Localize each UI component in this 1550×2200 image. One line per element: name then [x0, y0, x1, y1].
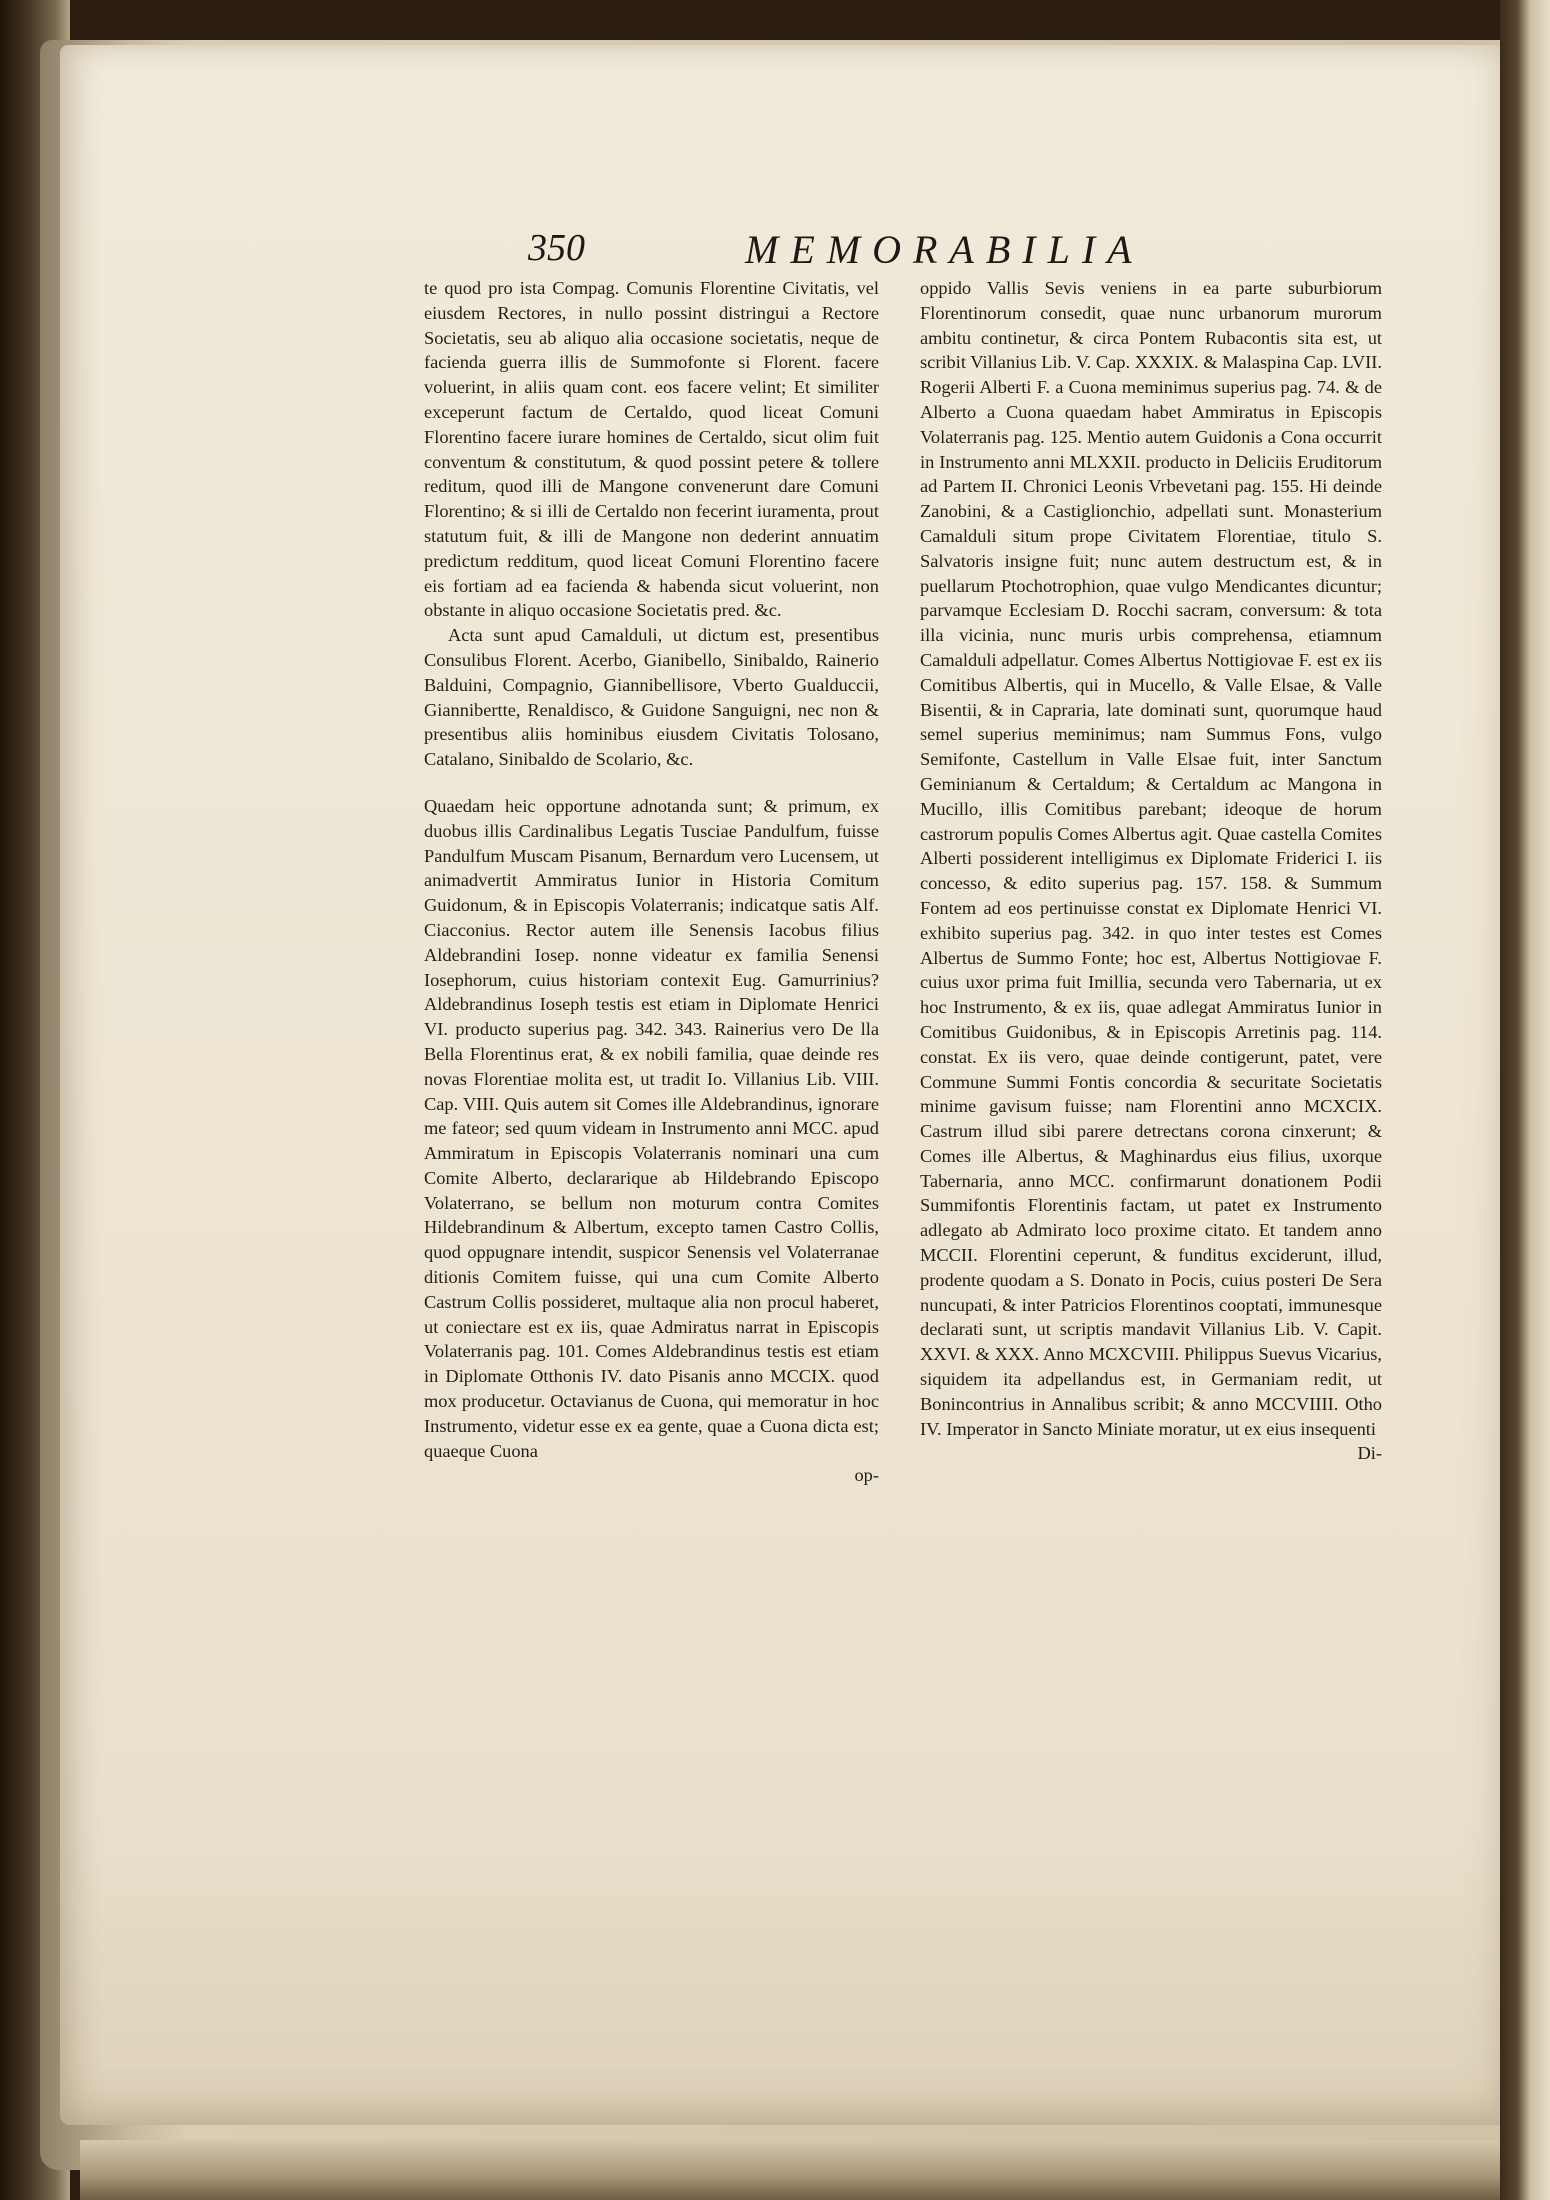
facing-page-edge — [1500, 0, 1550, 2200]
catchword: Di- — [1357, 1443, 1382, 1464]
page-header — [0, 222, 1550, 282]
running-title: MEMORABILIA — [745, 227, 1144, 272]
paragraph: Acta sunt apud Camalduli, ut dictum est, presentibus Consulibus Florent. Acerbo, Gianibello, Sinibaldo, Rainerio Balduini, Compagnio, Giannibellisore, Vberto Gualduccii, Giannibertte, Renaldisco, & Guidone Sanguigni, nec non & presentibus aliis hominibus eiusdem Civitatis Tolosano, Catalano, Sinibaldo de Scolario, &c. — [424, 625, 879, 770]
paragraph: Quaedam heic opportune adnotanda sunt; & primum, ex duobus illis Cardinalibus Legatis Tusciae Pandulfum, fuisse Pandulfum Muscam Pisanum, Bernardum vero Lucensem, ut animadvertit Ammiratus Iunior in Historia Comitum Guidonum, & in Episcopis Volaterranis; indicatque satis Alf. Ciacconius. Rector autem ille Senensis Iacobus filius Aldebrandini Iosep. nonne videatur ex familia Senensi Iosephorum, cuius historiam contexit Eug. Gamurrinius? Aldebrandinus Ioseph testis est etiam in Diplomate Henrici VI. producto superius pag. 342. 343. Rainerius vero De lla Bella Florentinus erat, & ex nobili familia, quae deinde res novas Florentiae molita est, ut tradit Io. Villanius Lib. VIII. Cap. VIII. Quis autem sit Comes ille Aldebrandinus, ignorare me fateor; sed quum videam in Instrumento anni MCC. apud Ammiratum in Episcopis Volaterranis nominari una cum Comite Alberto, declararique ab Hildebrando Episcopo Volaterrano, se bellum non moturum contra Comites Hildebrandinum & Albertum, excepto tamen Castro Collis, quod oppugnare intendit, suspicor Senensis vel Volaterranae ditionis Comitem fuisse, qui una cum Comite Alberto Castrum Collis possideret, multaque alia non procul haberet, ut coniectare est ex iis, quae Admiratus narrat in Episcopis Volaterranis pag. 101. Comes Aldebrandinus testis est etiam in Diplomate Otthonis IV. dato Pisanis anno MCCIX. quod mox producetur. Octavianus de Cuona, qui memoratur in hoc Instrumento, videtur esse ex ea gente, quae a Cuona dicta est; quaeque Cuona — [424, 795, 879, 1461]
paragraph: oppido Vallis Sevis veniens in ea parte suburbiorum Florentinorum consedit, quae nunc urbanorum murorum ambitu continetur, & circa Pontem Rubacontis sita est, ut scribit Villanius Lib. V. Cap. XXXIX. & Malaspina Cap. LVII. Rogerii Alberti F. a Cuona meminimus superius pag. 74. & de Alberto a Cuona quaedam habet Ammiratus in Episcopis Volaterranis pag. 125. Mentio autem Guidonis a Cona occurrit in Instrumento anni MLXXII. producto in Deliciis Eruditorum ad Partem II. Chronici Leonis Vrbevetani pag. 155. Hi deinde Zanobini, & a Castiglionchio, adpellati sunt. Monasterium Camalduli situm prope Civitatem Florentiae, titulo S. Salvatoris insigne fuit; nunc autem destructum est, & in puellarum Ptochotrophion, quae vulgo Mendicantes dicuntur; parvamque Ecclesiam D. Rocchi sacram, conversum: & tota illa vicinia, nunc muris urbis comprehensa, etiamnum Camalduli adpellatur. Comes Albertus Nottigiovae F. est ex iis Comitibus Albertis, qui in Mucello, & Valle Elsae, & Valle Bisentii, & in Capraria, late dominati sunt, quorumque haud semel superius meminimus; nam Summus Fons, vulgo Semifonte, Castellum in Valle Elsae fuit, inter Sanctum Geminianum & Certaldum; & Certaldum ac Mangona in Mucillo, illis Comitibus parebant; ideoque de horum castrorum populis Comes Albertus agit. Quae castella Comites Alberti possiderent intelligimus ex Diplomate Friderici I. iis concesso, & edito superius pag. 157. 158. & Summum Fontem ad eos pertinuisse constat ex Diplomate Henrici VI. exhibito superius pag. 342. in quo inter testes est Comes Albertus de Summo Fonte; hoc est, Albertus Nottigiovae F. cuius uxor prima fuit Imillia, secunda vero Tabernaria, ut ex hoc Instrumento, & ex iis, quae adlegat Ammiratus Iunior in Comitibus Guidonibus, & in Episcopis Arretinis pag. 114. constat. Ex iis vero, quae deinde contigerunt, patet, vere Commune Summi Fontis concordia & securitate Societatis minime gavisum fuisse; nam Florentini anno MCXCIX. Castrum illud sibi parere detrectans corona cinxerunt; & Comes ille Albertus, & Maghinardus eius filius, uxorque Tabernaria, anno MCC. confirmarunt donationem Podii Summifontis Florentinis factam, ut patet ex Instrumento adlegato ab Admirato loco proxime citato. Et tandem anno MCCII. Florentini ceperunt, & funditus exciderunt, illud, prodente quodam a S. Donato in Pocis, cuius posteri De Sera nuncupati, & inter Patricios Florentinos cooptati, immunesque declarati sunt, ut scriptis mandavit Villanius Lib. V. Capit. XXVI. & XXX. Anno MCXCVIII. Philippus Suevus Vicarius, siquidem ita adpellandus est, in Germaniam redit, ut Bonincontrius in Annalibus scribit; & anno MCCVIIII. Otho IV. Imperator in Sancto Miniate moratur, ut ex eius insequenti — [920, 278, 1382, 1439]
page-number: 350 — [528, 227, 585, 269]
left-column — [424, 276, 879, 1488]
right-column — [920, 276, 1382, 1466]
page-bottom-edge — [80, 2140, 1500, 2200]
paragraph: te quod pro ista Compag. Comunis Florentine Civitatis, vel eiusdem Rectores, in nullo possint distringui a Rectore Societatis, seu ab aliquo alia occasione societatis, neque de facienda guerra illis de Summofonte si Florent. facere voluerint, in aliis quam cont. eos facere velint; Et similiter exceperunt factum de Certaldo, quod liceat Comuni Florentino facere iurare homines de Certaldo, sicut olim fuit conventum & constitutum, & quod possint petere & tollere reditum, quod illi de Mangone convenerunt dare Comuni Florentino; & si illi de Certaldo non fecerint iuramenta, prout statutum fuit, & illi de Mangone non dederint annuatim predictum redditum, quod liceat Comuni Florentino facere eis fortiam ad ea facienda & habenda sicut voluerint, non obstante in aliquo occasione Societatis pred. &c. — [424, 278, 879, 621]
catchword: op- — [854, 1465, 879, 1486]
paragraph-gap — [424, 772, 879, 794]
